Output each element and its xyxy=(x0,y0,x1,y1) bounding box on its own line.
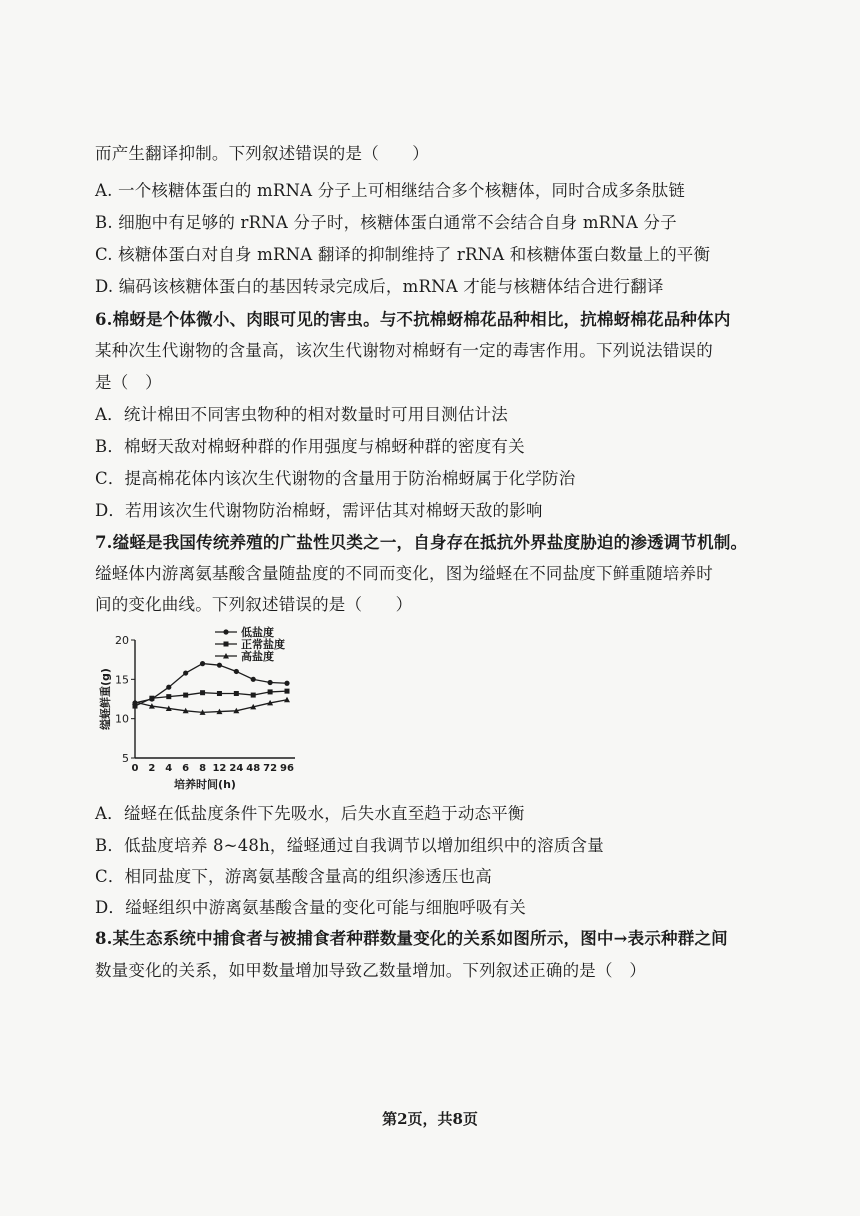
q6-option-c: C．提高棉花体内该次生代谢物的含量用于防治棉蚜属于化学防治 xyxy=(95,469,576,488)
series-2-point xyxy=(149,696,154,701)
series-1-point xyxy=(217,663,222,668)
x-tick-label: 4 xyxy=(165,763,173,774)
legend-marker xyxy=(224,642,229,647)
q7-option-b: B．低盐度培养 8~48h，缢蛏通过自我调节以增加组织中的溶质含量 xyxy=(95,836,604,855)
series-1-point xyxy=(234,669,239,674)
legend-label: 正常盐度 xyxy=(241,638,285,651)
chart-root xyxy=(98,625,295,791)
q7-stem-line-2: 缢蛏体内游离氨基酸含量随盐度的不同而变化，图为缢蛏在不同盐度下鲜重随培养时 xyxy=(95,564,713,583)
series-1-point xyxy=(251,677,256,682)
series-1-point xyxy=(268,680,273,685)
x-tick-label: 6 xyxy=(182,763,190,774)
y-axis-title: 缢蛏鲜重(g) xyxy=(99,668,112,730)
q7-stem-line-3: 间的变化曲线。下列叙述错误的是（ ） xyxy=(95,595,413,614)
q5-option-a: A. 一个核糖体蛋白的 mRNA 分子上可相继结合多个核糖体，同时合成多条肽链 xyxy=(95,181,686,200)
x-axis-title: 培养时间(h) xyxy=(174,778,236,791)
series-2-point xyxy=(251,693,256,698)
series-1-point xyxy=(166,685,171,690)
series-2-point xyxy=(166,694,171,699)
y-tick-label: 15 xyxy=(115,673,129,687)
page-footer: 第2页，共8页 xyxy=(382,1110,478,1128)
q7-stem-line-1: 7.缢蛏是我国传统养殖的广盐性贝类之一，自身存在抵抗外界盐度胁迫的渗透调节机制。 xyxy=(95,533,748,552)
series-line-3 xyxy=(135,700,287,713)
q6-stem-line-3: 是（ ） xyxy=(95,373,162,392)
q5-option-c: C. 核糖体蛋白对自身 mRNA 翻译的抑制维持了 rRNA 和核糖体蛋白数量上的平衡 xyxy=(95,245,711,264)
y-tick-label: 10 xyxy=(115,712,129,726)
x-tick-label: 24 xyxy=(229,763,244,774)
x-tick-label: 2 xyxy=(148,763,156,774)
x-tick-label: 0 xyxy=(131,763,139,774)
q6-stem-line-2: 某种次生代谢物的含量高，该次生代谢物对棉蚜有一定的毒害作用。下列说法错误的 xyxy=(95,341,713,360)
x-tick-label: 72 xyxy=(263,763,278,774)
series-2-point xyxy=(183,693,188,698)
x-tick-label: 48 xyxy=(246,763,261,774)
series-2-point xyxy=(268,689,273,694)
series-1-point xyxy=(183,670,188,675)
q6-stem-line-1: 6.棉蚜是个体微小、肉眼可见的害虫。与不抗棉蚜棉花品种相比，抗棉蚜棉花品种体内 xyxy=(95,310,731,329)
q5-stem-continuation: 而产生翻译抑制。下列叙述错误的是（ ） xyxy=(95,144,429,163)
q6-option-d: D．若用该次生代谢物防治棉蚜，需评估其对棉蚜天敌的影响 xyxy=(95,501,543,520)
salinity-weight-chart xyxy=(95,618,305,798)
q7-option-c: C．相同盐度下，游离氨基酸含量高的组织渗透压也高 xyxy=(95,867,492,886)
q5-option-d: D. 编码该核糖体蛋白的基因转录完成后，mRNA 才能与核糖体结合进行翻译 xyxy=(95,277,664,296)
q7-option-d: D．缢蛏组织中游离氨基酸含量的变化可能与细胞呼吸有关 xyxy=(95,898,526,917)
q8-stem-line-2: 数量变化的关系，如甲数量增加导致乙数量增加。下列叙述正确的是（ ） xyxy=(95,961,647,980)
series-2-point xyxy=(217,691,222,696)
series-2-point xyxy=(234,691,239,696)
x-tick-label: 96 xyxy=(280,763,294,774)
series-2-point xyxy=(200,690,205,695)
series-1-point xyxy=(200,661,205,666)
legend-label: 高盐度 xyxy=(241,650,274,663)
y-tick-label: 5 xyxy=(122,752,129,765)
x-tick-label: 12 xyxy=(212,763,227,774)
y-tick-label: 20 xyxy=(115,634,129,647)
series-1-point xyxy=(284,681,289,686)
legend-label: 低盐度 xyxy=(241,626,274,639)
series-2-point xyxy=(285,689,290,694)
x-tick-label: 8 xyxy=(199,763,207,774)
q6-option-a: A．统计棉田不同害虫物种的相对数量时可用目测估计法 xyxy=(95,405,508,424)
q6-option-b: B．棉蚜天敌对棉蚜种群的作用强度与棉蚜种群的密度有关 xyxy=(95,437,525,456)
q8-stem-line-1: 8.某生态系统中捕食者与被捕食者种群数量变化的关系如图所示，图中→表示种群之间 xyxy=(95,929,728,948)
q5-option-b: B. 细胞中有足够的 rRNA 分子时，核糖体蛋白通常不会结合自身 mRNA 分子 xyxy=(95,213,677,232)
legend-marker xyxy=(223,629,228,634)
q7-option-a: A．缢蛏在低盐度条件下先吸水，后失水直至趋于动态平衡 xyxy=(95,804,525,823)
